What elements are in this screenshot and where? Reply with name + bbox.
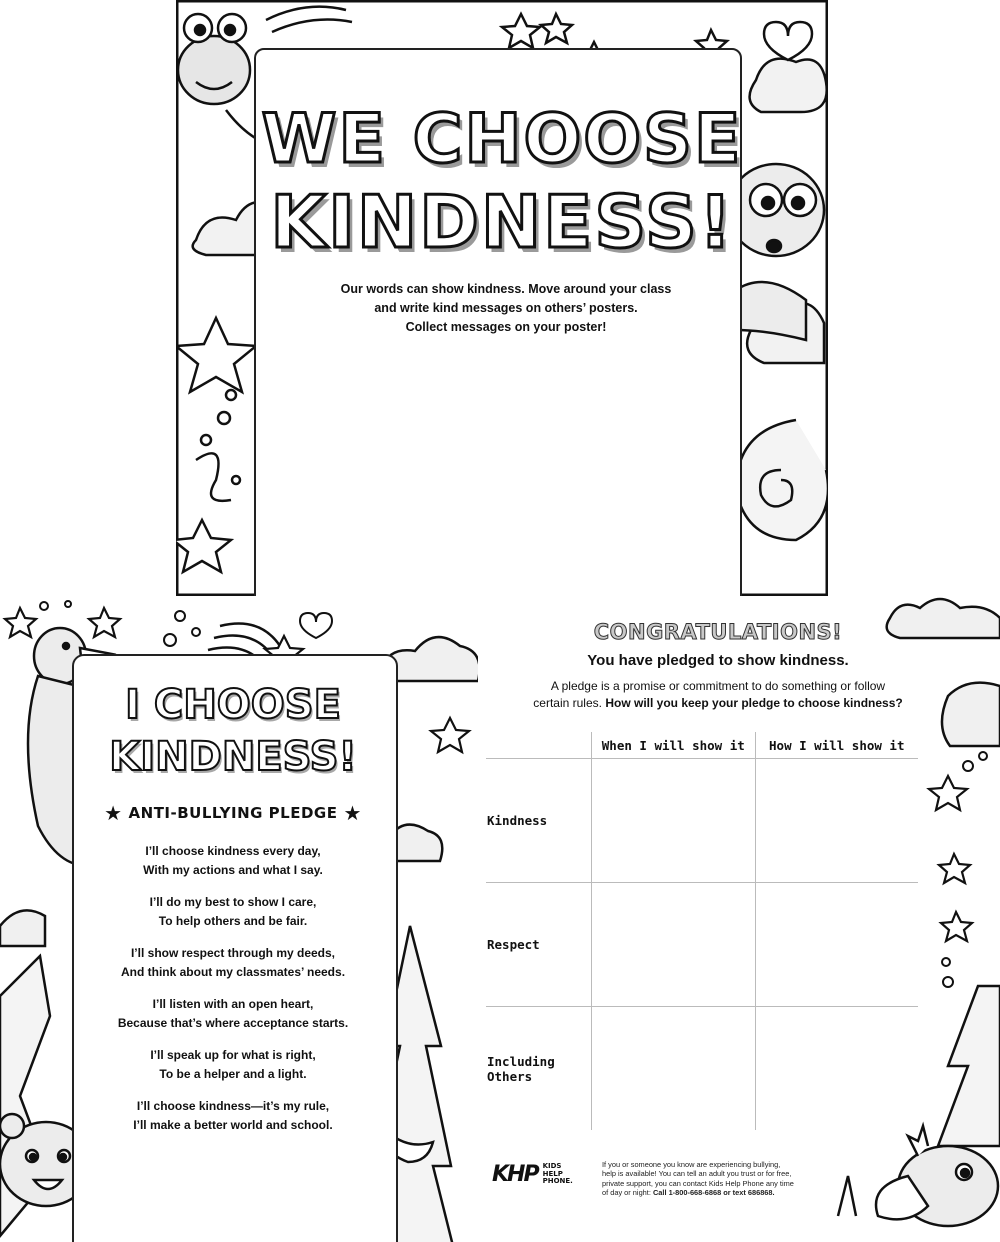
pledge-description [478, 678, 958, 712]
pledge-subtitle [72, 801, 394, 825]
poster-instructions [306, 280, 706, 337]
pledge-title-line1: I CHOOSE [125, 682, 341, 728]
verse [72, 1097, 394, 1134]
help-line: private support, you can contact Kids Help Phone any time [602, 1178, 794, 1188]
verse-line: I’ll choose kindness—it’s my rule, [136, 1099, 330, 1113]
column-header-how: How I will show it [755, 732, 918, 759]
pledge-title-line2: KINDNESS! [109, 734, 357, 780]
verse-line: I’ll choose kindness every day, [145, 844, 321, 858]
verse [72, 842, 394, 879]
row-label-kindness: Kindness [486, 759, 592, 883]
pledge-verses [72, 842, 394, 1148]
logo-word: KIDS [542, 1162, 562, 1171]
row-label-including-others: Including Others [487, 1053, 555, 1084]
verse-line: Because that’s where acceptance starts. [117, 1015, 349, 1030]
congratulations-page [478, 596, 1000, 1242]
logo-word: PHONE. [542, 1177, 573, 1186]
khp-logo-words [543, 1163, 573, 1186]
instruction-line: Our words can show kindness. Move around your class [340, 282, 672, 296]
verse-line: I’ll do my best to show I care, [149, 895, 317, 909]
instruction-line: and write kind messages on others’ posters. [374, 301, 638, 315]
verse-line: I’ll speak up for what is right, [150, 1048, 316, 1062]
logo-word: HELP [542, 1169, 563, 1178]
pledge-subtitle-text: ANTI-BULLYING PLEDGE [128, 804, 338, 822]
help-line: If you or someone you know are experiencing bullying, [602, 1160, 781, 1169]
anti-bullying-pledge-poster [0, 596, 478, 1242]
when-cell[interactable] [592, 759, 755, 883]
verse-line: I’ll show respect through my deeds, [130, 946, 336, 960]
help-line [602, 1188, 822, 1197]
when-cell[interactable] [592, 883, 755, 1007]
instruction-line: Collect messages on your poster! [405, 320, 607, 334]
verse-line: And think about my classmates’ needs. [120, 964, 346, 979]
verse [72, 944, 394, 981]
table-row [486, 759, 918, 883]
description-question: How will you keep your pledge to choose kindness? [605, 696, 903, 710]
congrats-title: CONGRATULATIONS! [593, 620, 843, 644]
column-header-when: When I will show it [592, 732, 755, 759]
khp-logo-mark: KHP [492, 1162, 538, 1187]
row-label-respect: Respect [486, 883, 592, 1007]
star-icon: ★ [104, 801, 123, 825]
help-phone-number: Call 1-800-668-6868 or text 686868. [652, 1188, 775, 1198]
column-header [486, 732, 592, 759]
table-header-row [486, 732, 918, 759]
help-plain: of day or night: [602, 1188, 651, 1198]
how-cell[interactable] [755, 759, 918, 883]
verse [72, 995, 394, 1032]
help-resources-text [602, 1160, 822, 1198]
table-row [486, 883, 918, 1007]
how-cell[interactable] [755, 1007, 918, 1131]
description-plain: certain rules. [533, 696, 602, 710]
verse-line: I’ll make a better world and school. [133, 1117, 333, 1132]
kids-help-phone-logo [492, 1162, 573, 1187]
poster-title-line1: WE CHOOSE [261, 100, 743, 179]
verse-line: I’ll listen with an open heart, [152, 997, 314, 1011]
when-cell[interactable] [592, 1007, 755, 1131]
verse [72, 893, 394, 930]
verse-line: With my actions and what I say. [143, 862, 323, 877]
verse-line: To help others and be fair. [158, 913, 308, 928]
table-row [486, 1007, 918, 1131]
pledge-plan-table [486, 732, 918, 1130]
we-choose-kindness-poster [176, 0, 828, 596]
help-line: help is available! You can tell an adult you trust or for free, [602, 1169, 792, 1179]
description-line [478, 695, 958, 712]
verse [72, 1046, 394, 1083]
star-icon: ★ [343, 801, 362, 825]
congrats-subtitle: You have pledged to show kindness. [587, 652, 849, 669]
poster-title-line2: KINDNESS! [270, 180, 734, 264]
how-cell[interactable] [755, 883, 918, 1007]
verse-line: To be a helper and a light. [159, 1066, 307, 1081]
description-line: A pledge is a promise or commitment to do something or follow [550, 679, 886, 693]
